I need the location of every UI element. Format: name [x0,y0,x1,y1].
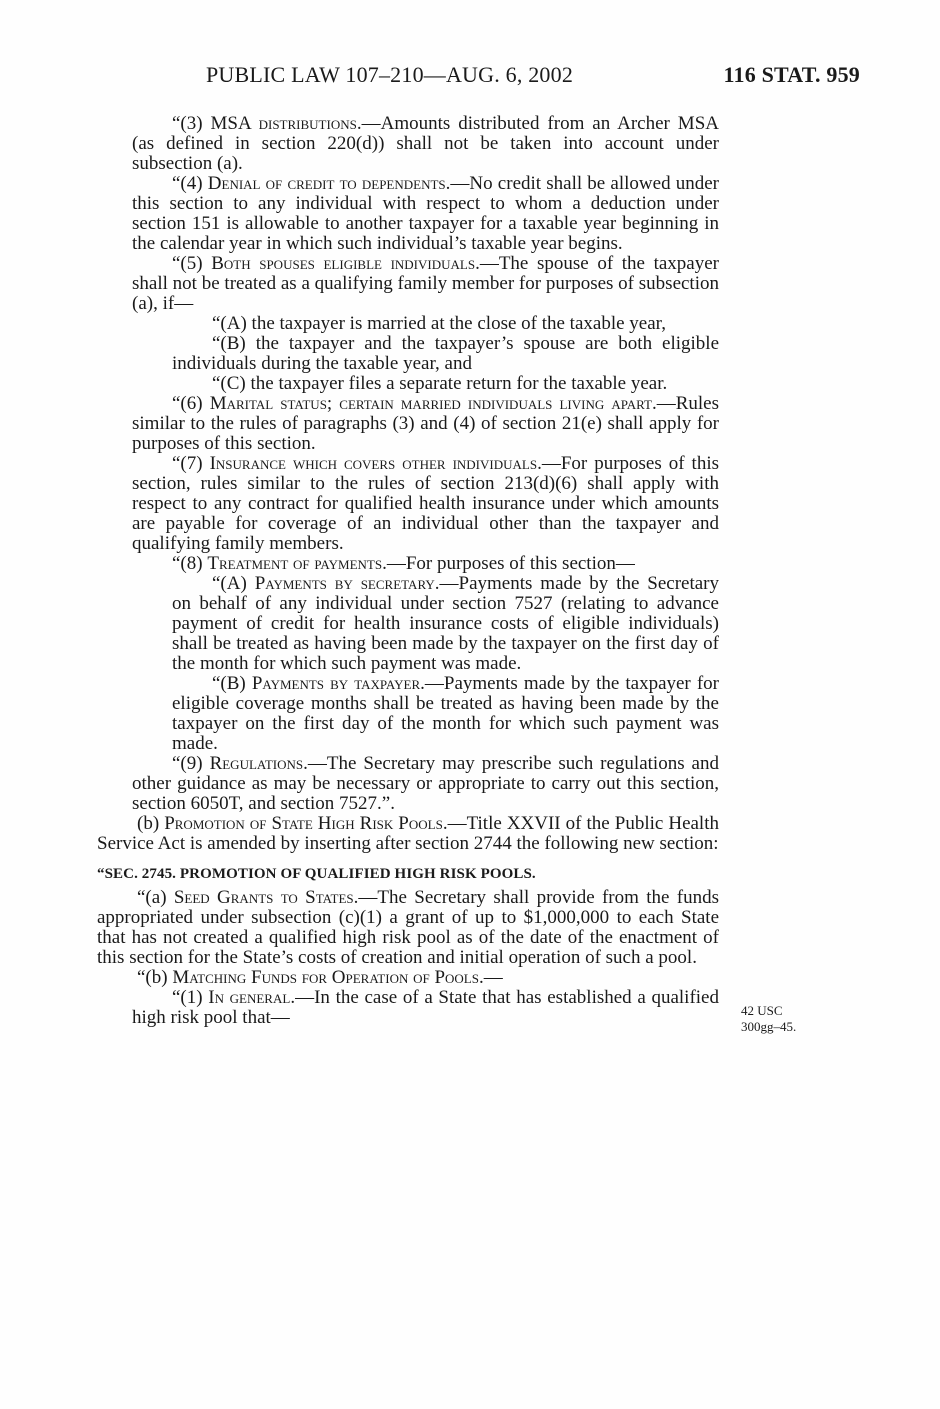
paragraph-4: “(4) Denial of credit to dependents.—No credit shall be allowed under this section to any individual with respect to whom a deduction under section 151 is allowable to another taxpayer for a taxable year beginning in the calendar year in which such individual’s taxable year begins. [132,173,720,254]
paragraph-b1: “(1) In general.—In the case of a State that has established a qualified high risk pool that— [132,987,719,1028]
subsection-a-seed-grants: “(a) Seed Grants to States.—The Secretary shall provide from the funds appropriated under subsection (c)(1) a grant of up to $1,000,000 to each State that has not created a qualified high risk pool as of the date of the enactment of this section for the State’s costs of creation and initial operation of such a pool. [97,887,719,968]
paragraph-8b: “(B) Payments by taxpayer.—Payments made by the taxpayer for eligible coverage months shall be treated as having been made by the taxpayer on the first day of the month for which such payment was made. [172,673,719,754]
margin-citation-line2: 300gg–45. [741,1019,797,1034]
subsection-b: (b) Promotion of State High Risk Pools.—Title XXVII of the Public Health Service Act is amended by inserting after section 2744 the following new section: [97,813,719,854]
margin-citation-line1: 42 USC [741,1003,783,1018]
paragraph-5a: “(A) the taxpayer is married at the close of the taxable year, [212,313,666,334]
paragraph-8: “(8) Treatment of payments.—For purposes of this section— [172,553,635,574]
page-header [150,62,860,92]
header-stat-page: 116 STAT. 959 [723,62,860,87]
paragraph-7: “(7) Insurance which covers other individuals.—For purposes of this section, rules similar to the rules of section 213(d)(6) shall apply with respect to any contract for qualified health insurance under which amounts are payable for coverage of an individual other than the taxpayer and qualifying family members. [132,453,719,554]
paragraph-5b: “(B) the taxpayer and the taxpayer’s spouse are both eligible individuals during the taxable year, and [172,333,719,374]
paragraph-3: “(3) MSA distributions.—Amounts distributed from an Archer MSA (as defined in section 220(d)) shall not be taken into account under subsection (a). [132,113,719,174]
body-text [97,114,719,1028]
paragraph-6: “(6) Marital status; certain married individuals living apart.—Rules similar to the rules of paragraphs (3) and (4) of section 21(e) shall apply for purposes of this section. [132,393,720,454]
header-title: PUBLIC LAW 107–210—AUG. 6, 2002 [206,62,574,87]
paragraph-5: “(5) Both spouses eligible individuals.—The spouse of the taxpayer shall not be treated as a qualifying family member for purposes of subsection (a), if— [132,253,720,314]
section-heading: “SEC. 2745. PROMOTION OF QUALIFIED HIGH RISK POOLS. [97,866,536,882]
paragraph-8a: “(A) Payments by secretary.—Payments made by the Secretary on behalf of any individual under section 7527 (relating to advance payment of credit for health insurance costs of eligible individuals) shall be treated as having been made by the taxpayer on the first day of the month for which such payment was made. [172,573,719,674]
margin-citation [741,1003,841,1035]
paragraph-5c: “(C) the taxpayer files a separate return for the taxable year. [212,373,668,394]
subsection-b-matching-funds: “(b) Matching Funds for Operation of Pools.— [137,967,503,988]
paragraph-9: “(9) Regulations.—The Secretary may prescribe such regulations and other guidance as may be necessary or appropriate to carry out this section, section 6050T, and section 7527.”. [132,753,719,814]
